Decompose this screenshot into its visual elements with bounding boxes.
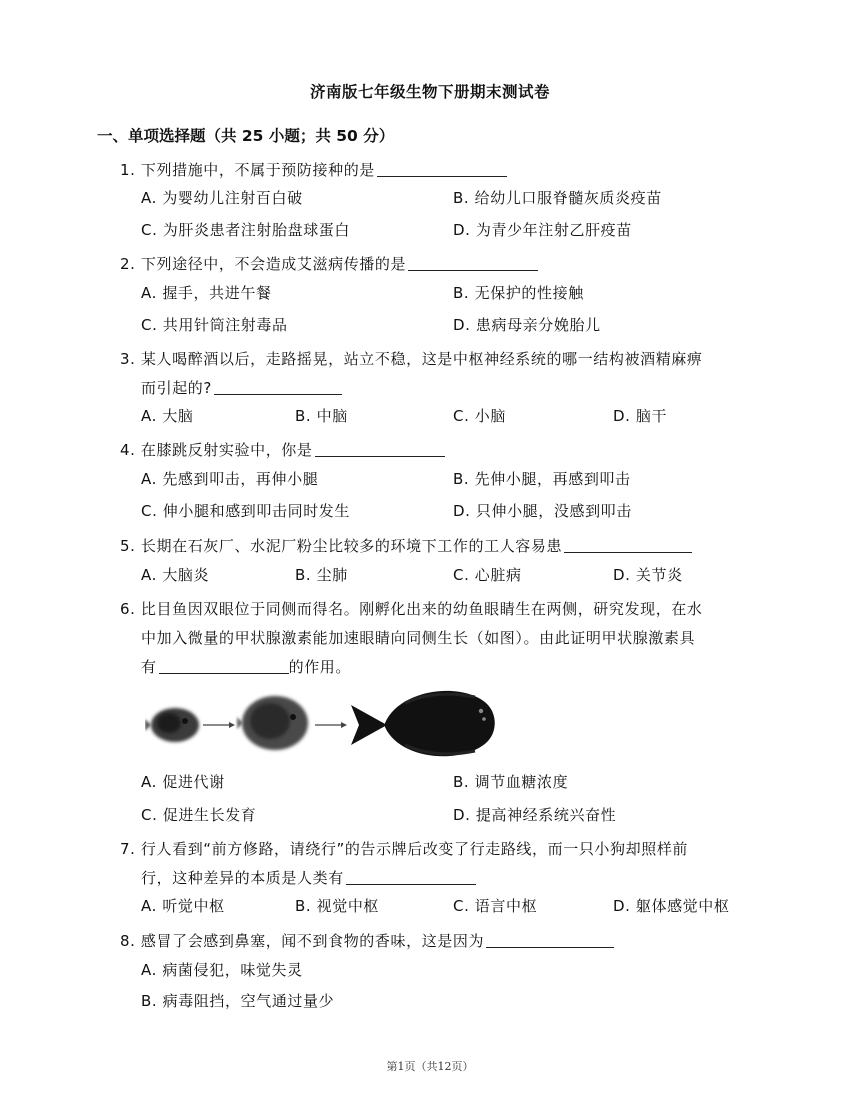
flatfish-development-figure <box>145 683 500 765</box>
option-b: B. 先伸小腿，再感到叩击 <box>453 470 631 488</box>
question-stem: 在膝跳反射实验中，你是 <box>140 441 313 459</box>
option-a: A. 大脑 <box>141 407 194 425</box>
option-b: B. 病毒阻挡，空气通过量少 <box>141 992 335 1010</box>
question-6-line-3 <box>141 656 351 677</box>
question-stem: 行人看到“前方修路，请绕行”的告示牌后改变了行走路线，而一只小狗却照样前 <box>140 840 689 858</box>
section-heading: 一、单项选择题（共 25 小题；共 50 分） <box>97 127 395 145</box>
question-number: 4. <box>120 441 136 459</box>
question-stem: 的作用。 <box>288 658 352 676</box>
question-stem: 而引起的? <box>141 379 212 397</box>
option-a: A. 听觉中枢 <box>141 897 225 915</box>
question-6-line-2: 中加入微量的甲状腺激素能加速眼睛向同侧生长（如图）。由此证明甲状腺激素具 <box>141 629 696 647</box>
question-number: 7. <box>120 840 136 858</box>
page-footer: 第1页（共12页） <box>386 1060 474 1073</box>
question-8 <box>120 930 614 951</box>
option-b: B. 视觉中枢 <box>295 897 380 915</box>
answer-blank <box>486 932 614 948</box>
question-stem: 有 <box>141 658 157 676</box>
answer-blank <box>159 658 289 674</box>
larva-stage-1-image <box>145 708 199 742</box>
option-b: B. 中脑 <box>295 407 348 425</box>
question-number: 8. <box>120 932 136 950</box>
option-c: C. 共用针筒注射毒品 <box>141 316 288 334</box>
question-number: 3. <box>120 350 136 368</box>
question-stem: 某人喝醉酒以后，走路摇晃，站立不稳，这是中枢神经系统的哪一结构被酒精麻痹 <box>140 350 703 368</box>
question-stem: 长期在石灰厂、水泥厂粉尘比较多的环境下工作的工人容易患 <box>140 537 563 555</box>
question-7 <box>120 838 688 859</box>
option-b: B. 给幼儿口服脊髓灰质炎疫苗 <box>453 189 662 207</box>
question-stem: 行，这种差异的本质是人类有 <box>141 869 344 887</box>
option-a: A. 握手，共进午餐 <box>141 284 272 302</box>
answer-blank <box>377 161 507 177</box>
question-stem: 下列途径中，不会造成艾滋病传播的是 <box>140 255 407 273</box>
question-3-continued <box>141 377 342 398</box>
question-5 <box>120 535 692 556</box>
option-a: A. 大脑炎 <box>141 566 210 584</box>
question-stem: 下列措施中，不属于预防接种的是 <box>140 161 375 179</box>
question-number: 5. <box>120 537 136 555</box>
option-d: D. 为青少年注射乙肝疫苗 <box>453 221 632 239</box>
option-d: D. 关节炎 <box>613 566 683 584</box>
answer-blank <box>214 379 342 395</box>
option-a: A. 为婴幼儿注射百白破 <box>141 189 303 207</box>
answer-blank <box>315 441 445 457</box>
option-b: B. 无保护的性接触 <box>453 284 584 302</box>
option-a: A. 促进代谢 <box>141 773 225 791</box>
question-3 <box>120 348 703 369</box>
option-b: B. 尘肺 <box>295 566 348 584</box>
question-number: 6. <box>120 600 136 618</box>
option-d: D. 躯体感觉中枢 <box>613 897 730 915</box>
larva-stage-2-image <box>237 696 308 750</box>
option-b: B. 调节血糖浓度 <box>453 773 569 791</box>
question-number: 2. <box>120 255 136 273</box>
option-c: C. 促进生长发育 <box>141 806 257 824</box>
arrow-icon <box>203 722 235 728</box>
arrow-icon <box>315 722 347 728</box>
answer-blank <box>408 255 538 271</box>
option-d: D. 提高神经系统兴奋性 <box>453 806 617 824</box>
option-c: C. 语言中枢 <box>453 897 538 915</box>
answer-blank <box>346 869 476 885</box>
option-d: D. 患病母亲分娩胎儿 <box>453 316 601 334</box>
question-6 <box>120 598 703 619</box>
option-d: D. 只伸小腿，没感到叩击 <box>453 502 632 520</box>
adult-flatfish-image <box>351 691 495 756</box>
option-c: C. 小脑 <box>453 407 507 425</box>
question-number: 1. <box>120 161 136 179</box>
question-4 <box>120 439 445 460</box>
question-1 <box>120 159 507 180</box>
option-d: D. 脑干 <box>613 407 668 425</box>
option-c: C. 心脏病 <box>453 566 522 584</box>
question-7-continued <box>141 867 476 888</box>
page-title: 济南版七年级生物下册期末测试卷 <box>309 83 550 101</box>
question-stem: 感冒了会感到鼻塞，闻不到食物的香味，这是因为 <box>140 932 485 950</box>
answer-blank <box>564 537 692 553</box>
question-stem: 比目鱼因双眼位于同侧而得名。刚孵化出来的幼鱼眼睛生在两侧，研究发现，在水 <box>140 600 703 618</box>
option-a: A. 先感到叩击，再伸小腿 <box>141 470 319 488</box>
option-c: C. 为肝炎患者注射胎盘球蛋白 <box>141 221 351 239</box>
question-2 <box>120 253 538 274</box>
option-a: A. 病菌侵犯，味觉失灵 <box>141 961 303 979</box>
option-c: C. 伸小腿和感到叩击同时发生 <box>141 502 351 520</box>
